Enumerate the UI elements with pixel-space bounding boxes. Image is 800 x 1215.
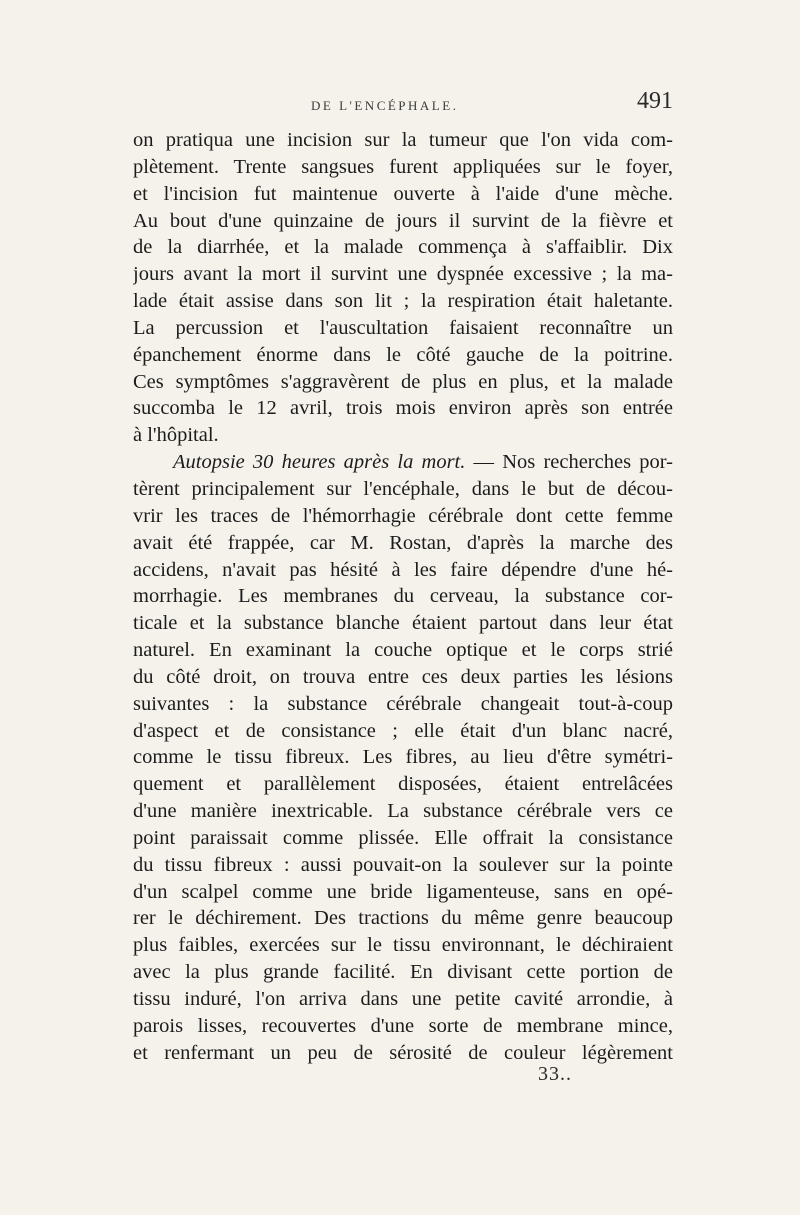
running-title: DE L'ENCÉPHALE. [311,98,459,113]
text-line: quement et parallèlement disposées, étaient entrelâcées [133,773,673,796]
text-line: plètement. Trente sangsues furent appliquées sur le foyer, [133,155,673,178]
text-line: de la diarrhée, et la malade commença à s'affaiblir. Dix [133,236,673,259]
page-header [133,88,673,122]
text-line: du tissu fibreux : aussi pouvait-on la soulever sur la pointe [133,853,673,876]
text-line: tèrent principalement sur l'encéphale, dans le but de décou- [133,477,673,500]
autopsy-heading-line [133,449,673,476]
text-line: Ces symptômes s'aggravèrent de plus en plus, et la malade [133,370,673,393]
text-line: on pratiqua une incision sur la tumeur que l'on vida com- [133,129,673,151]
page-number: 491 [637,88,673,114]
text-line: naturel. En examinant la couche optique et le corps strié [133,639,673,662]
autopsy-heading: Autopsie 30 heures après la mort. [173,451,466,474]
text-line: et renfermant un peu de sérosité de couleur légèrement [133,1041,673,1064]
text-line: suivantes : la substance cérébrale changeait tout-à-coup [133,692,673,715]
signature-mark: 33.. [538,1063,572,1085]
text-line: accidens, n'avait pas hésité à les faire dépendre d'une hé- [133,558,673,581]
text-line: à l'hôpital. [133,424,219,447]
text-line: et l'incision fut maintenue ouverte à l'aide d'une mèche. [133,182,673,205]
text-line: La percussion et l'auscultation faisaient reconnaître un [133,316,673,339]
text-line: lade était assise dans son lit ; la respiration était haletante. [133,290,673,313]
autopsy-lead-text: — Nos recherches por- [465,451,673,474]
text-line: tissu induré, l'on arriva dans une petite cavité arrondie, à [133,988,673,1010]
text-line: d'un scalpel comme une bride ligamenteuse, sans en opé- [133,880,673,903]
text-line: parois lisses, recouvertes d'une sorte de membrane mince, [133,1014,673,1037]
text-line: avait été frappée, car M. Rostan, d'après la marche des [133,531,673,554]
text-line: du côté droit, on trouva entre ces deux parties les lésions [133,665,673,688]
text-line: comme le tissu fibreux. Les fibres, au lieu d'être symétri- [133,746,673,769]
text-line: avec la plus grande facilité. En divisant cette portion de [133,961,673,984]
text-line: succomba le 12 avril, trois mois environ après son entrée [133,397,673,420]
text-line: plus faibles, exercées sur le tissu environnant, le déchiraient [133,934,673,957]
text-line: vrir les traces de l'hémorrhagie cérébrale dont cette femme [133,504,673,527]
text-line: Au bout d'une quinzaine de jours il survint de la fièvre et [133,209,673,232]
paragraph-2 [133,449,673,1066]
text-line: d'aspect et de consistance ; elle était d'un blanc nacré, [133,719,673,742]
paragraph-1 [133,127,673,449]
text-line: rer le déchirement. Des tractions du même genre beaucoup [133,907,673,930]
text-line: d'une manière inextricable. La substance cérébrale vers ce [133,800,673,823]
text-line: jours avant la mort il survint une dyspnée excessive ; la ma- [133,263,673,286]
text-line: morrhagie. Les membranes du cerveau, la substance cor- [133,585,673,608]
text-line: ticale et la substance blanche étaient partout dans leur état [133,612,673,635]
body-text [133,127,673,1067]
text-line: épanchement énorme dans le côté gauche de la poitrine. [133,343,673,366]
text-line: point paraissait comme plissée. Elle offrait la consistance [133,826,673,849]
